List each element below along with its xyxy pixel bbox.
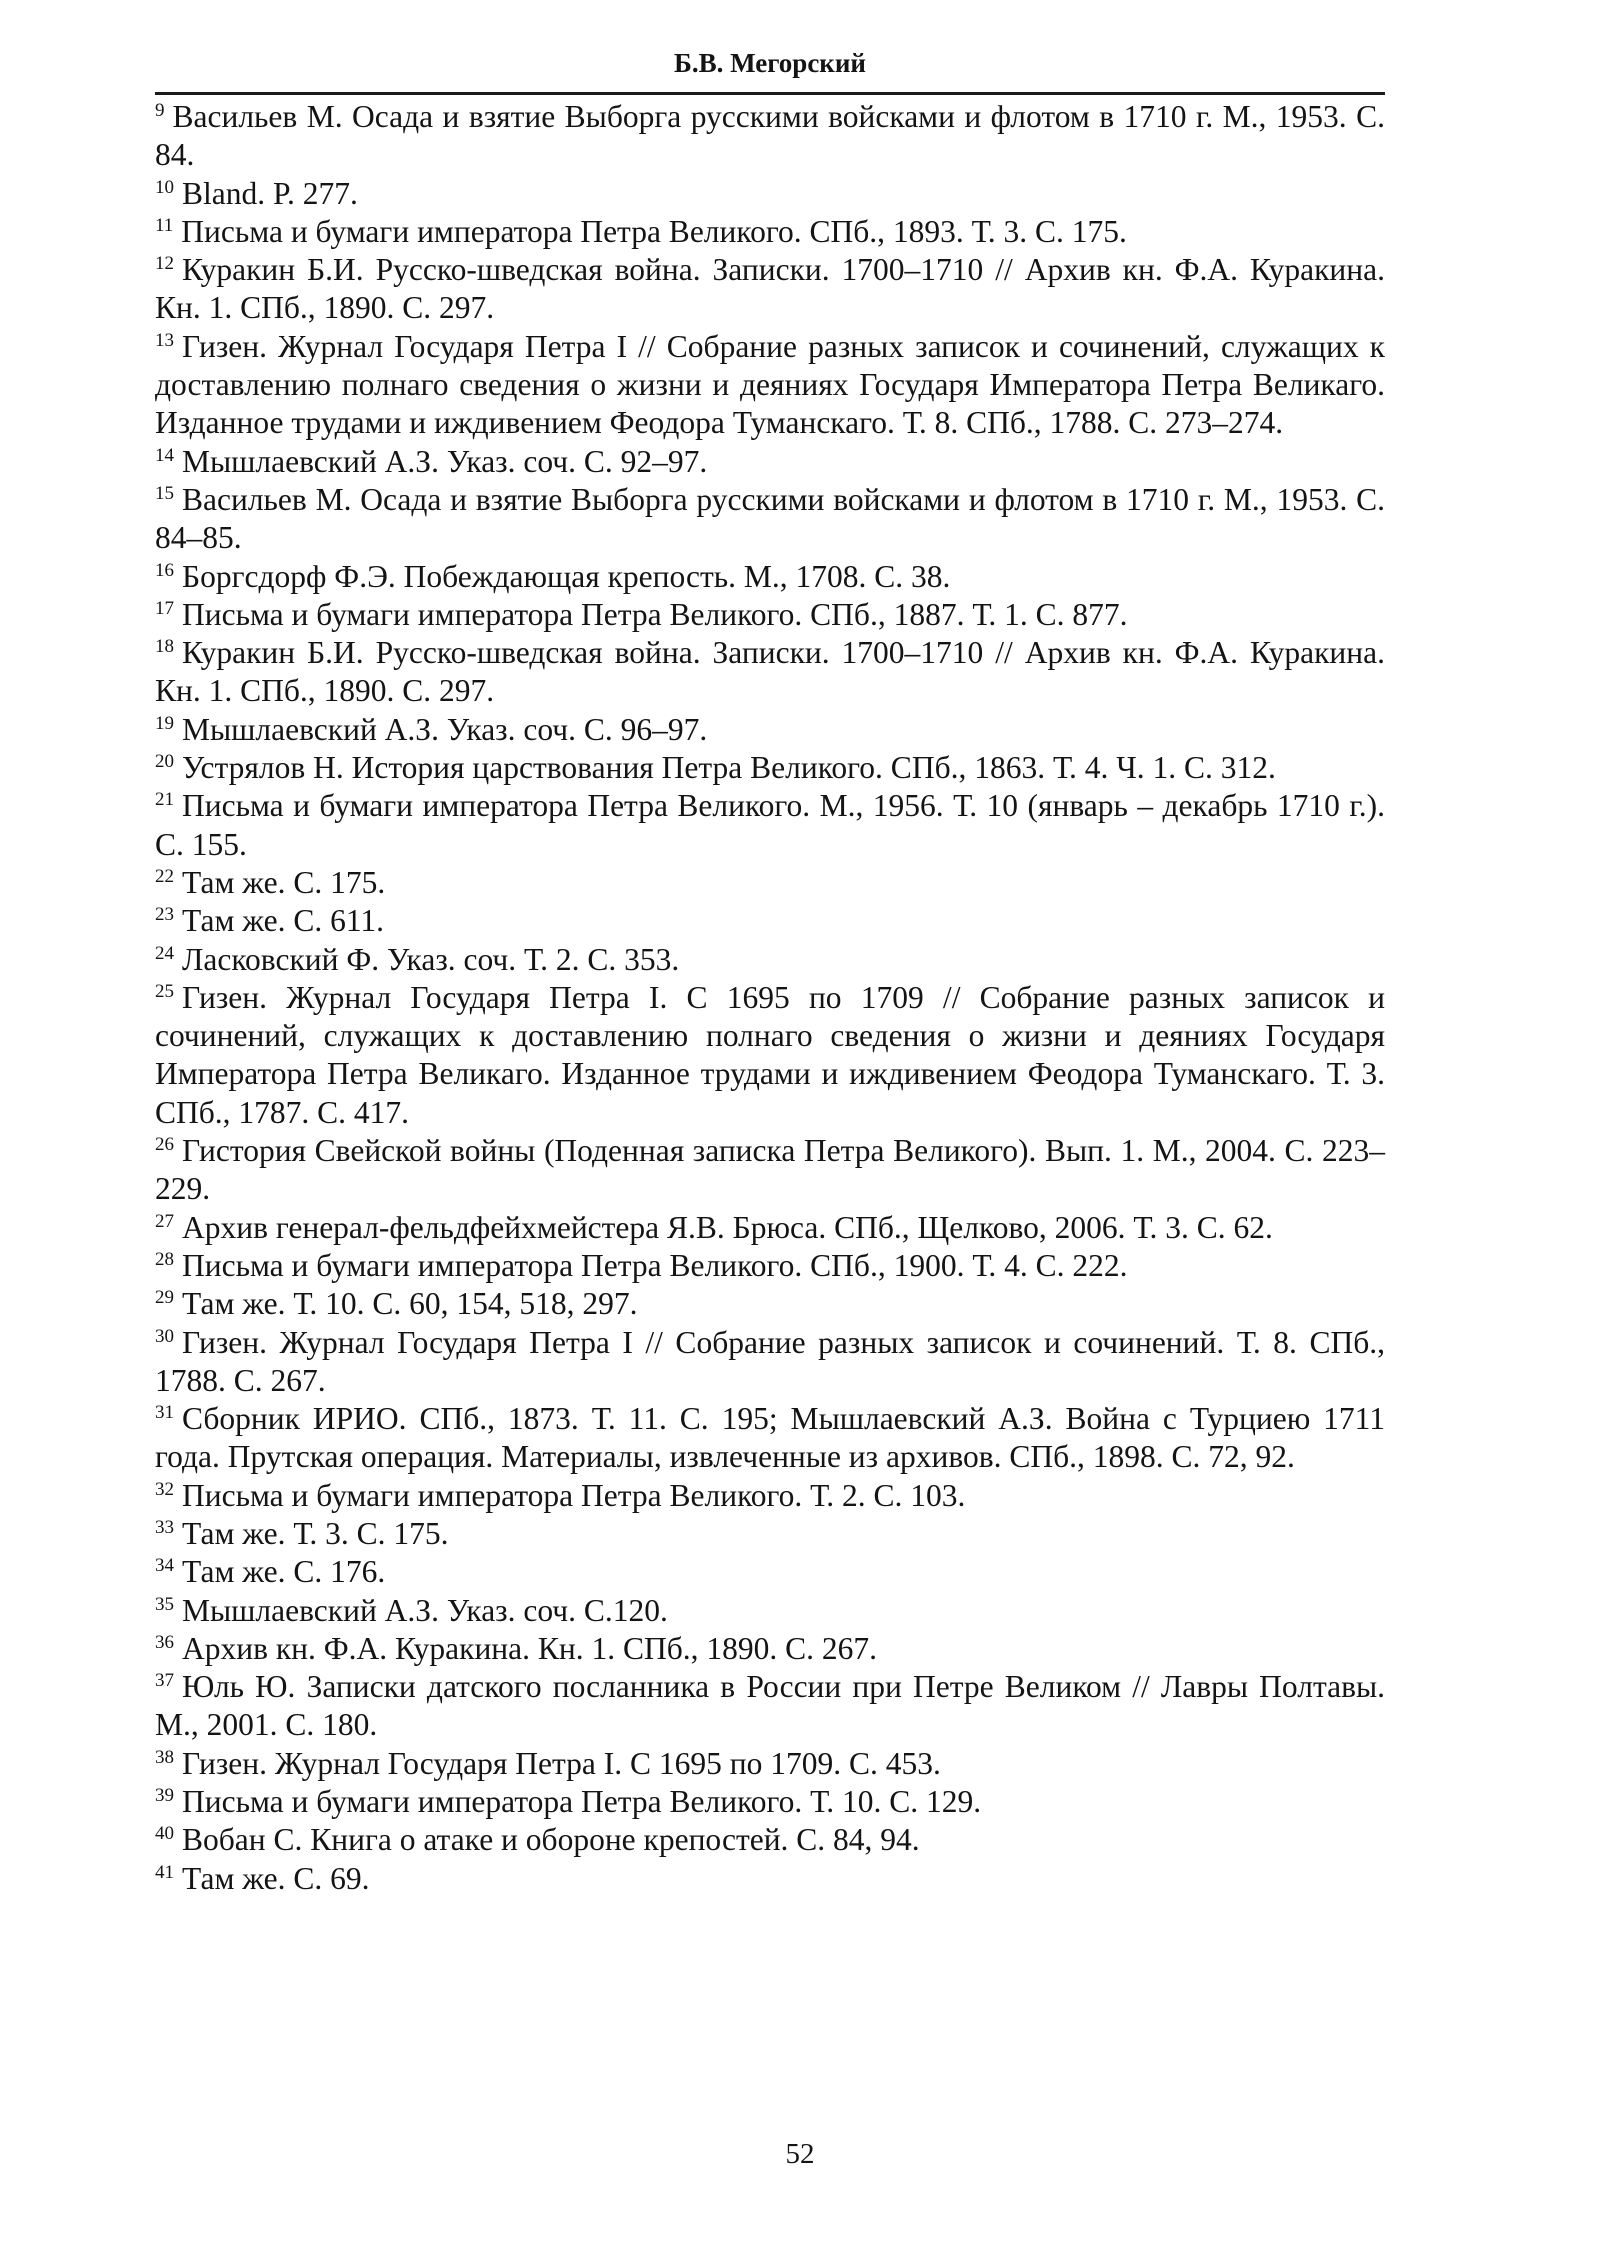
footnote (155, 443, 1385, 481)
footnote (155, 98, 1385, 175)
footnote-text: Сборник ИРИО. СПб., 1873. Т. 11. С. 195; Мышлаевский А.З. Война с Турциею 1711 года. Прутская операция. Материалы, извлеченные из архивов. СПб., 1898. С. 72, 92. (155, 1401, 1385, 1475)
footnote-text: Там же. С. 69. (182, 1860, 370, 1896)
footnote (155, 175, 1385, 213)
footnote-text: Гизен. Журнал Государя Петра I // Собрание разных записок и сочинений, служащих к доставлению полнаго сведения о жизни и деяниях Государя Императора Петра Великаго. Изданное трудами и иждивением Феодора Туманскаго. Т. 8. СПб., 1788. С. 273–274. (155, 328, 1385, 441)
footnote (155, 213, 1385, 251)
footnote-number: 41 (155, 1861, 174, 1883)
footnote-text: Гизен. Журнал Государя Петра I // Собрание разных записок и сочинений. Т. 8. СПб., 1788. С. 267. (155, 1324, 1385, 1398)
footnote-number: 29 (155, 1287, 174, 1309)
footnote (155, 1400, 1385, 1477)
footnote-text: Bland. P. 277. (182, 175, 358, 211)
footnote-number: 25 (155, 980, 174, 1002)
footnote (155, 1515, 1385, 1553)
footnote (155, 864, 1385, 902)
footnote (155, 902, 1385, 940)
footnote-number: 17 (155, 597, 174, 619)
footnote-number: 18 (155, 636, 174, 658)
footnote-text: Там же. С. 176. (182, 1554, 386, 1590)
footnote-number: 34 (155, 1555, 174, 1577)
footnote (155, 1592, 1385, 1630)
footnote-number: 31 (155, 1402, 174, 1424)
footnote (155, 979, 1385, 1132)
footnote-number: 39 (155, 1785, 174, 1807)
footnote-number: 19 (155, 712, 174, 734)
footnote-text: Письма и бумаги императора Петра Великого. Т. 10. С. 129. (182, 1784, 982, 1820)
footnote (155, 596, 1385, 634)
footnote-number: 38 (155, 1746, 174, 1768)
footnote-number: 13 (155, 329, 174, 351)
footnote (155, 787, 1385, 864)
footnote-text: Архив генерал-фельдфейхмейстера Я.В. Брюса. СПб., Щелково, 2006. Т. 3. С. 62. (182, 1209, 1273, 1245)
footnote (155, 1821, 1385, 1859)
footnote-text: Гизен. Журнал Государя Петра I. С 1695 по 1709. С. 453. (182, 1745, 941, 1781)
footnote (155, 1247, 1385, 1285)
footnote-number: 27 (155, 1210, 174, 1232)
header-rule (155, 92, 1385, 95)
footnote-number: 35 (155, 1593, 174, 1615)
footnote-text: Мышлаевский А.З. Указ. соч. С. 96–97. (182, 711, 708, 747)
footnotes-list (155, 98, 1385, 1898)
footnote-text: Мышлаевский А.З. Указ. соч. С. 92–97. (182, 443, 708, 479)
footnote-text: Юль Ю. Записки датского посланника в России при Петре Великом // Лавры Полтавы. М., 2001. С. 180. (155, 1669, 1385, 1743)
footnote-number: 24 (155, 942, 174, 964)
footnote (155, 1745, 1385, 1783)
footnote-text: Письма и бумаги императора Петра Великого. СПб., 1900. Т. 4. С. 222. (182, 1247, 1128, 1283)
footnote (155, 1285, 1385, 1323)
footnote (155, 328, 1385, 443)
footnote (155, 1553, 1385, 1591)
footnote-number: 22 (155, 865, 174, 887)
footnote-text: Ласковский Ф. Указ. соч. Т. 2. С. 353. (182, 941, 680, 977)
footnote (155, 711, 1385, 749)
footnote-number: 33 (155, 1516, 174, 1538)
footnote (155, 1132, 1385, 1209)
footnote-text: Там же. Т. 3. С. 175. (182, 1515, 449, 1551)
footnote-number: 21 (155, 789, 174, 811)
footnote (155, 941, 1385, 979)
footnote (155, 251, 1385, 328)
footnote-text: Там же. С. 611. (182, 903, 385, 939)
footnote-text: Васильев М. Осада и взятие Выборга русскими войсками и флотом в 1710 г. М., 1953. С. 84. (155, 99, 1385, 173)
footnote (155, 1668, 1385, 1745)
footnote-number: 26 (155, 1134, 174, 1156)
footnote-number: 30 (155, 1325, 174, 1347)
footnote-number: 28 (155, 1248, 174, 1270)
footnote-text: Архив кн. Ф.А. Куракина. Кн. 1. СПб., 1890. С. 267. (182, 1630, 878, 1666)
footnote (155, 1324, 1385, 1401)
footnote-number: 20 (155, 751, 174, 773)
footnote (155, 1477, 1385, 1515)
footnote (155, 558, 1385, 596)
footnote-text: Куракин Б.И. Русско-шведская война. Записки. 1700–1710 // Архив кн. Ф.А. Куракина. Кн. 1. СПб., 1890. С. 297. (155, 252, 1385, 326)
footnote-text: Боргсдорф Ф.Э. Побеждающая крепость. М., 1708. С. 38. (182, 558, 951, 594)
footnote-number: 9 (155, 100, 165, 121)
running-header: Б.В. Мегорский (674, 48, 866, 78)
footnote-text: Куракин Б.И. Русско-шведская война. Записки. 1700–1710 // Архив кн. Ф.А. Куракина. Кн. 1. СПб., 1890. С. 297. (155, 635, 1385, 709)
footnote-number: 36 (155, 1631, 174, 1653)
footnote-text: Гизен. Журнал Государя Петра I. С 1695 по 1709 // Собрание разных записок и сочинений, служащих к доставлению полнаго сведения о жизни и деяниях Государя Императора Петра Великаго. Изданное трудами и иждивением Феодора Туманскаго. Т. 3. СПб., 1787. С. 417. (155, 979, 1385, 1130)
footnote (155, 1630, 1385, 1668)
footnote (155, 1783, 1385, 1821)
footnote (155, 634, 1385, 711)
footnote-number: 37 (155, 1670, 174, 1692)
footnote (155, 1860, 1385, 1898)
footnote-number: 23 (155, 904, 174, 926)
footnote-text: Там же. С. 175. (182, 864, 386, 900)
footnote-number: 14 (155, 444, 174, 466)
footnote-number: 12 (155, 253, 174, 275)
footnote-text: Вобан С. Книга о атаке и обороне крепостей. С. 84, 94. (182, 1822, 920, 1858)
footnote (155, 1209, 1385, 1247)
footnote-number: 11 (155, 214, 174, 236)
footnote-text: Васильев М. Осада и взятие Выборга русскими войсками и флотом в 1710 г. М., 1953. С. 84–85. (155, 481, 1385, 556)
footnote-number: 10 (155, 176, 174, 198)
footnote-number: 15 (155, 482, 174, 504)
footnote-text: Устрялов Н. История царствования Петра Великого. СПб., 1863. Т. 4. Ч. 1. С. 312. (182, 750, 1276, 786)
footnote-text: Письма и бумаги императора Петра Великого. СПб., 1887. Т. 1. С. 877. (182, 596, 1128, 632)
footnote (155, 749, 1385, 787)
footnote-text: Гистория Свейской войны (Поденная записка Петра Великого). Вып. 1. М., 2004. С. 223–229. (155, 1133, 1385, 1207)
footnote-text: Письма и бумаги императора Петра Великого. Т. 2. С. 103. (182, 1477, 966, 1513)
page-number: 52 (785, 2138, 815, 2170)
footnote-text: Письма и бумаги императора Петра Великого. М., 1956. Т. 10 (январь – декабрь 1710 г.). С. 155. (155, 788, 1385, 862)
footnote-number: 32 (155, 1478, 174, 1500)
footnote-text: Мышлаевский А.З. Указ. соч. С.120. (182, 1592, 668, 1628)
footnote-number: 16 (155, 559, 174, 581)
footnote-text: Там же. Т. 10. С. 60, 154, 518, 297. (182, 1286, 638, 1322)
footnote (155, 481, 1385, 558)
footnote-number: 40 (155, 1823, 174, 1845)
footnote-text: Письма и бумаги императора Петра Великого. СПб., 1893. Т. 3. С. 175. (181, 213, 1127, 249)
